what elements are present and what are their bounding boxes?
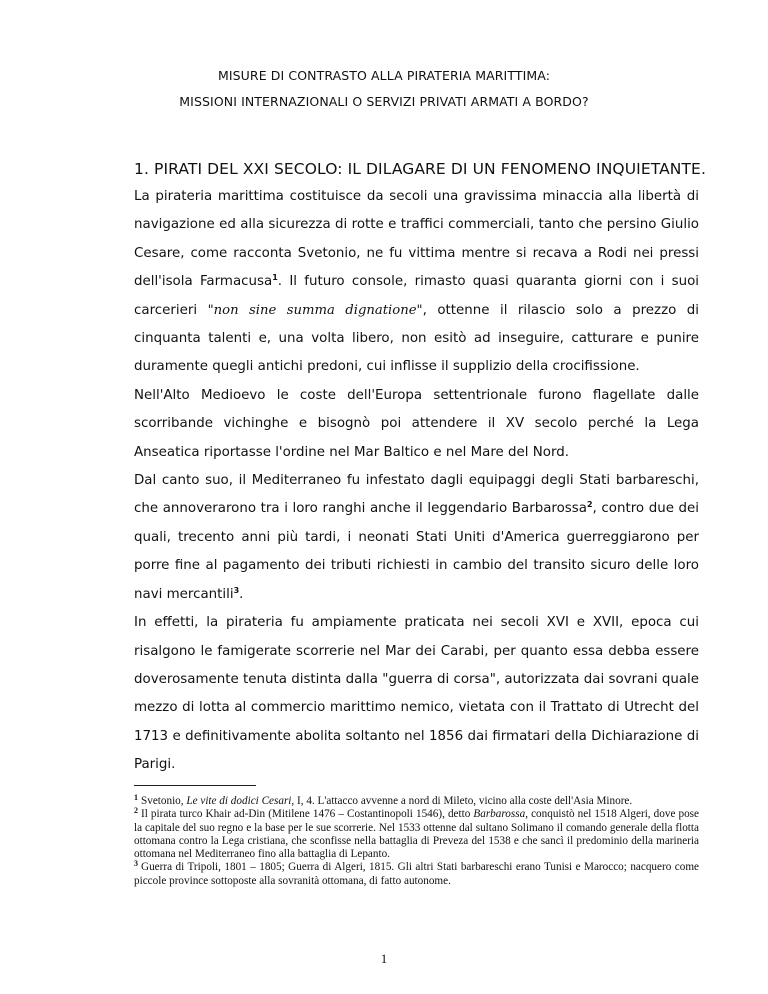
footnote-2 [134, 808, 699, 861]
footnote-number-2: 2 [134, 806, 138, 816]
footnote-1-text-before: Svetonio, [141, 795, 187, 807]
latin-quote: "non sine summa dignatione" [207, 302, 423, 318]
section-heading: 1. PIRATI DEL XXI SECOLO: IL DILAGARE DI UN FENOMENO INQUIETANTE. [134, 160, 706, 178]
footnote-1-text-after: , I, 4. L'attacco avvenne a nord di Mileto, vicino alla coste dell'Asia Minore. [291, 795, 633, 807]
footnote-number-1: 1 [134, 793, 138, 802]
page-number: 1 [380, 951, 388, 966]
footnote-2-text-after: , conquistò nel 1518 Algeri, dove pose la capitale del suo regno e la base per le sue scorrerie. Nel 1533 ottenne dal sultano Solimano il comando generale della flotta ottomana contro la Lega cristiana, che sconfisse nella battaglia di Preveza del 1538 e che sancì il predominio della marineria ottomana nel Mediterraneo fino alla battaglia di Lepanto. [134, 808, 700, 861]
footnote-separator [134, 785, 256, 786]
footnote-ref-1[interactable]: 1 [272, 273, 278, 283]
footnote-number-3: 3 [134, 859, 138, 869]
document-title-line-1: MISURE DI CONTRASTO ALLA PIRATERIA MARITTIMA: [217, 68, 551, 83]
footnote-ref-2[interactable]: 2 [586, 500, 593, 510]
paragraph-1-part-3: , ottenne il rilascio solo a prezzo di cinquanta talenti e, una volta libero, non esitò ad inseguire, catturare e punire duramente quegli antichi predoni, cui inflisse il supplizio della crocifissione. [134, 302, 700, 375]
footnote-ref-3[interactable]: 3 [233, 585, 240, 595]
paragraph-1-part-2: . Il futuro console, rimasto quasi quaranta giorni con i suoi carcerieri [134, 274, 699, 318]
footnote-3-text-before: Guerra di Tripoli, 1801 – 1805; Guerra di Algeri, 1815. Gli altri Stati barbareschi erano Tunisi e Marocco; nacquero come piccole province sottoposte alla sovranità ottomana, di fatto autonome. [134, 861, 699, 887]
paragraph-3-part-2: , contro due dei quali, trecento anni più tardi, i neonati Stati Uniti d'America guerreggiarono per porre fine al pagamento dei tributi richiesti in cambio del transito sicuro delle loro navi mercantili [134, 501, 699, 602]
document-title-line-2: MISSIONI INTERNAZIONALI O SERVIZI PRIVATI ARMATI A BORDO? [179, 94, 589, 109]
paragraph-2: Nell'Alto Medioevo le coste dell'Europa settentrionale furono flagellate dalle scorribande vichinghe e bisognò poi attendere il XV secolo perché la Lega Anseatica riportasse l'ordine nel Mar Baltico e nel Mare del Nord. [134, 387, 699, 460]
footnotes [134, 795, 699, 888]
footnote-2-text-before: Il pirata turco Khair ad-Din (Mitilene 1476 – Costantinopoli 1546), detto [141, 808, 474, 821]
paragraph-3 [134, 467, 699, 609]
footnote-2-italic: Barbarossa [473, 808, 526, 821]
footnote-3 [134, 861, 699, 888]
footnote-1 [134, 795, 699, 808]
paragraph-1-part-1: La pirateria marittima costituisce da secoli una gravissima minaccia alla libertà di navigazione ed alla sicurezza di rotte e traffici commerciali, tanto che persino Giulio Cesare, come racconta Svetonio, ne fu vittima mentre si recava a Rodi nei pressi dell'isola Farmacusa [134, 189, 699, 290]
footnote-1-italic: Le vite di dodici Cesari [186, 795, 292, 807]
paragraph-3-part-3: . [239, 586, 244, 602]
paragraph-4: In effetti, la pirateria fu ampiamente praticata nei secoli XVI e XVII, epoca cui risalgono le famigerate scorrerie nel Mar dei Carabi, per quanto essa debba essere doverosamente tenuta distinta dalla "guerra di corsa", autorizzata dai sovrani quale mezzo di lotta al commercio marittimo nemico, vietata con il Trattato di Utrecht del 1713 e definitivamente abolita soltanto nel 1856 dai firmatari della Dichiarazione di Parigi. [134, 615, 699, 773]
body-text [134, 183, 699, 780]
paragraph-1 [134, 183, 699, 382]
paragraph-3-part-1: Dal canto suo, il Mediterraneo fu infestato dagli equipaggi degli Stati barbareschi, che annoverarono tra i loro ranghi anche il leggendario Barbarossa [134, 473, 699, 517]
